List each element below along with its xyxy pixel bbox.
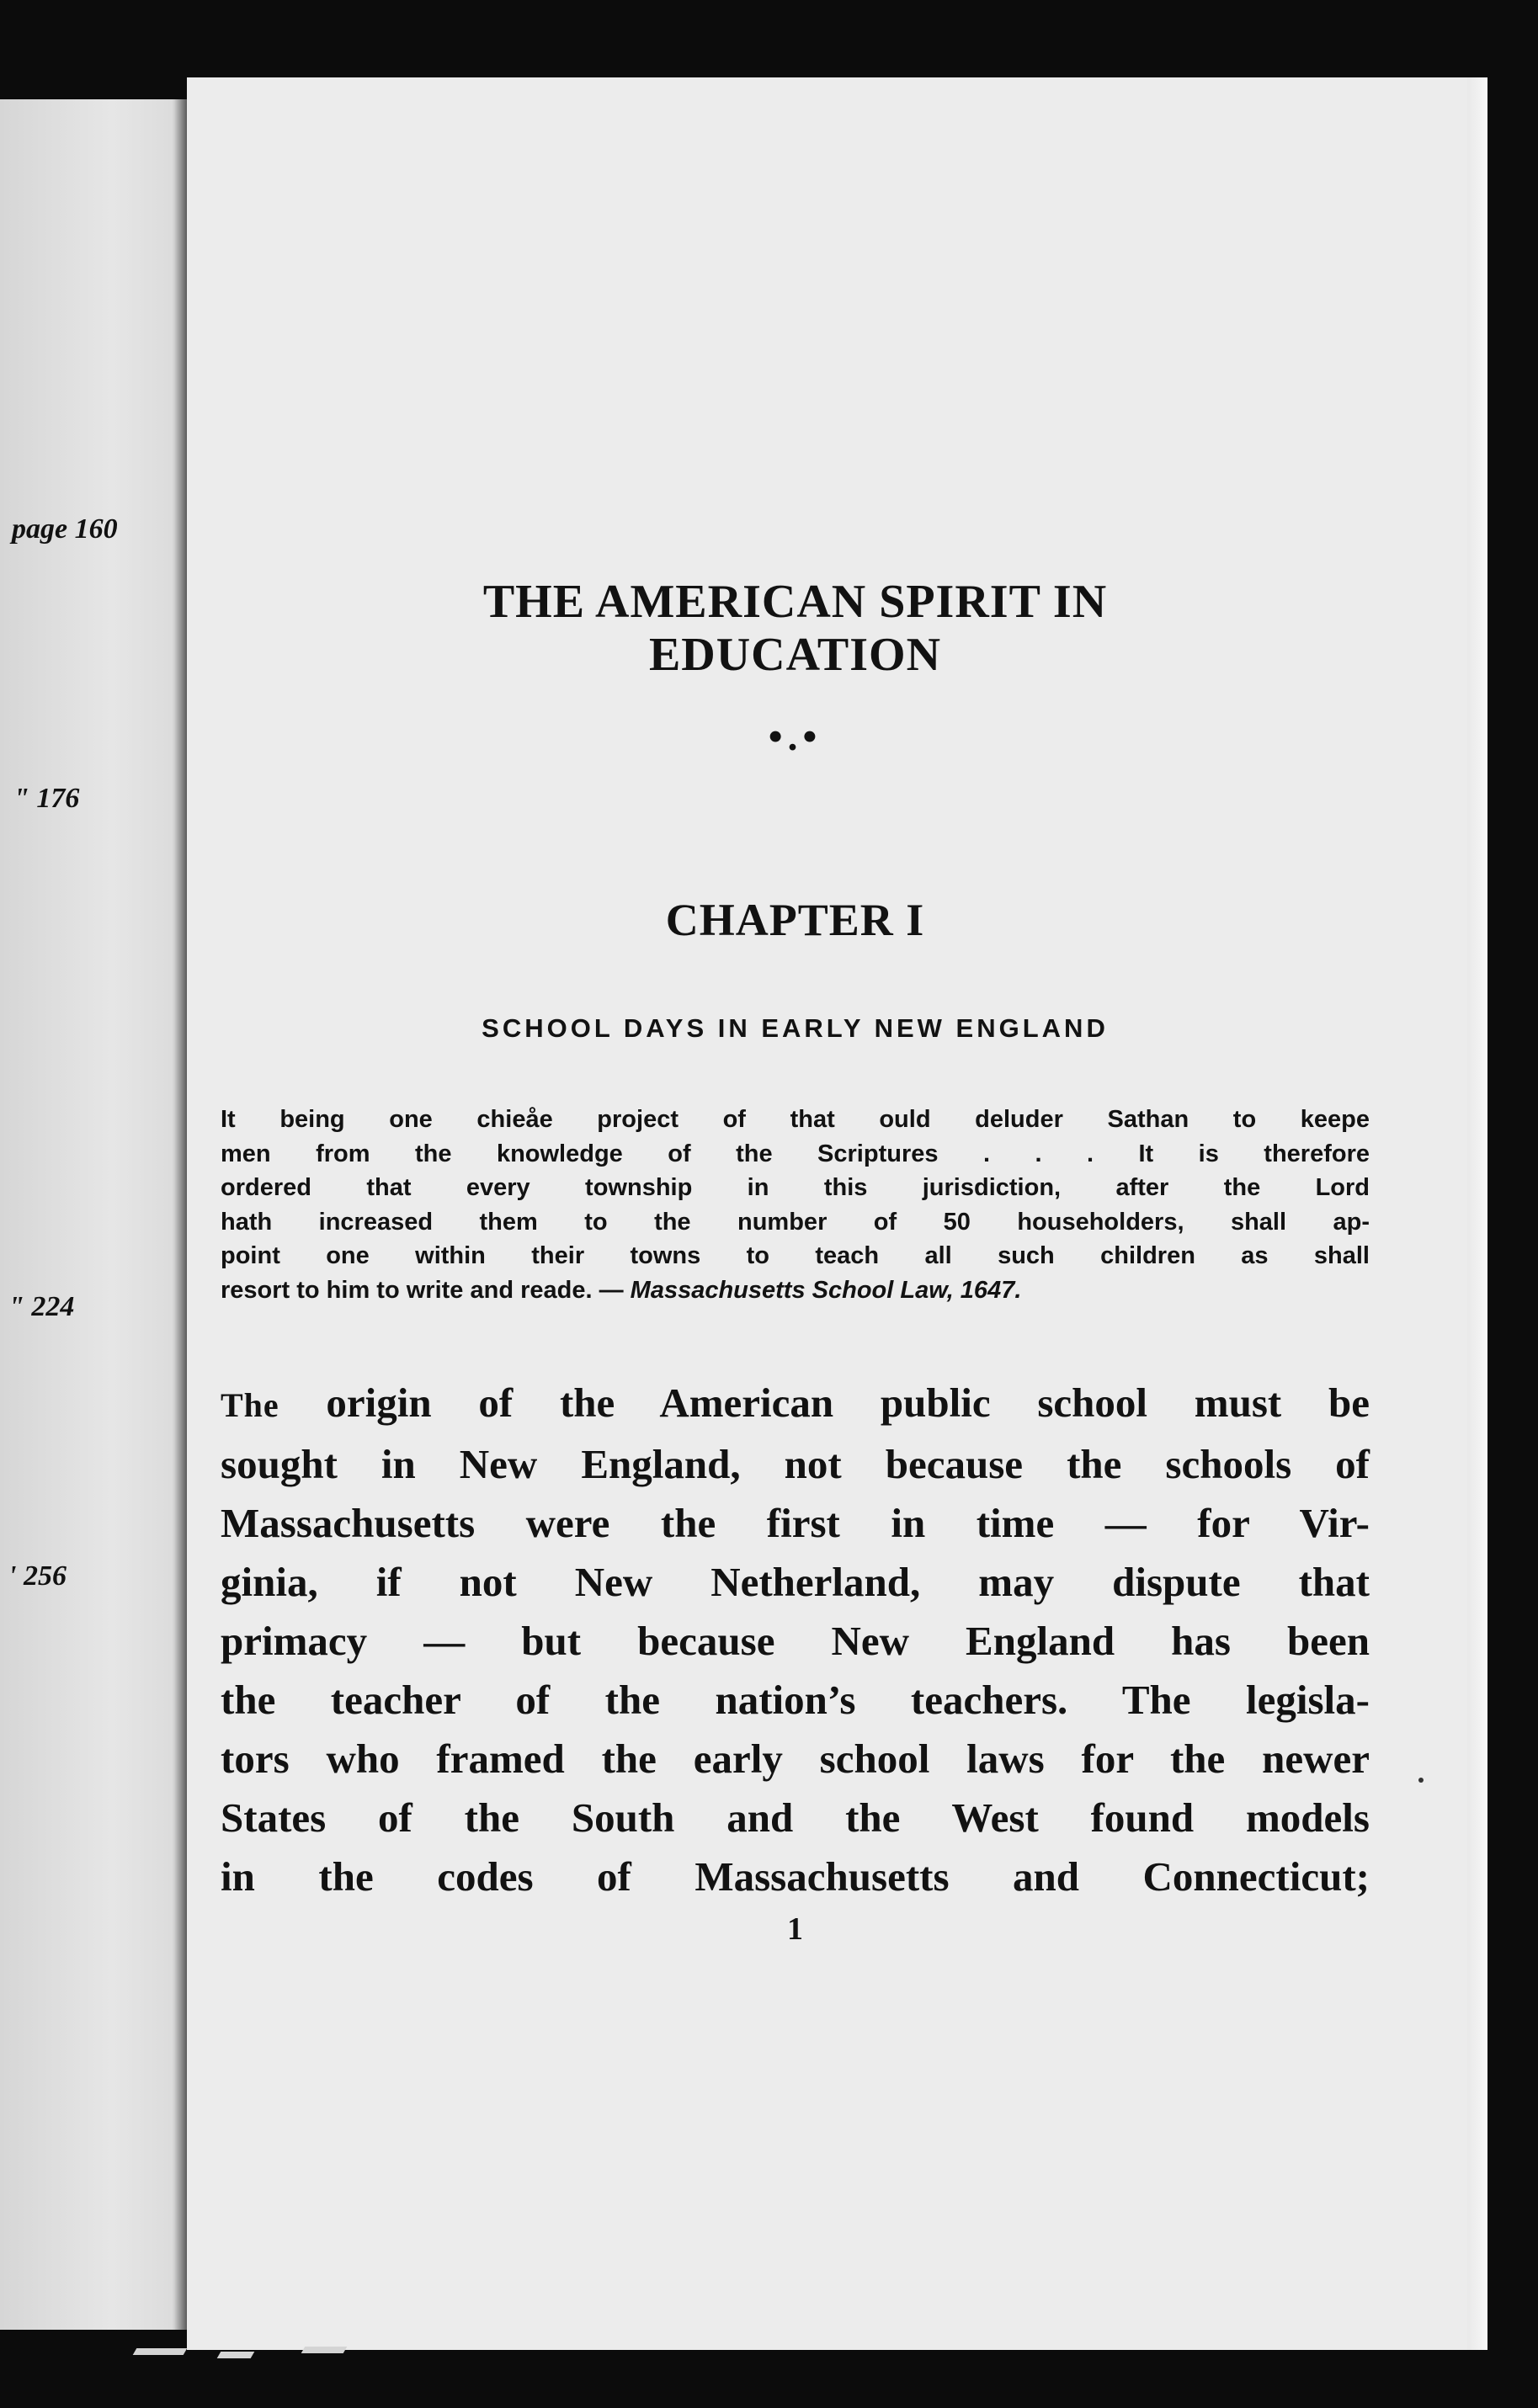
body-paragraph [221, 1374, 1370, 1906]
epigraph-line: It being one chieåe project of that ould deluder Sathan to keepe [221, 1106, 1370, 1133]
epigraph-line: men from the knowledge of the Scriptures . . . It is therefore [221, 1140, 1370, 1167]
book-title [221, 576, 1370, 681]
page-number: 1 [787, 1911, 803, 1947]
epigraph-line: ordered that every township in this jurisdiction, after the Lord [221, 1174, 1370, 1202]
chapter-heading: CHAPTER I [665, 895, 925, 945]
book-title-line-2: EDUCATION [648, 628, 942, 681]
epigraph-last-line [221, 1273, 1370, 1308]
epigraph [221, 1103, 1370, 1308]
left-page-margin [0, 99, 187, 2330]
chapter-subtitle: SCHOOL DAYS IN EARLY NEW ENGLAND [482, 1013, 1109, 1043]
body-line: primacy — but because New England has been [221, 1618, 1370, 1664]
ornament-dots: •.• [768, 715, 822, 759]
epigraph-line: hath increased them to the number of 50 householders, shall ap- [221, 1208, 1370, 1236]
margin-ref-224: " 224 [8, 1291, 75, 1322]
drop-word: The [221, 1386, 279, 1424]
epigraph-last-line-text: resort to him to write and reade. — [221, 1276, 631, 1304]
epigraph-citation: Massachusetts School Law, 1647. [630, 1276, 1022, 1304]
epigraph-line: point one within their towns to teach all such children as shall [221, 1242, 1370, 1270]
body-line: Massachusetts were the first in time — for Vir- [221, 1500, 1370, 1546]
body-line: the teacher of the nation’s teachers. The legisla- [221, 1677, 1370, 1723]
body-line: States of the South and the West found models [221, 1794, 1370, 1841]
book-page [187, 77, 1487, 2350]
body-line-1 [221, 1374, 1370, 1435]
margin-ref-256: ' 256 [8, 1560, 67, 1592]
book-title-line-1: THE AMERICAN SPIRIT IN [482, 576, 1108, 628]
body-line: tors who framed the early school laws for the newer [221, 1736, 1370, 1782]
margin-ref-176: " 176 [13, 783, 80, 814]
body-line: in the codes of Massachusetts and Connecticut; [221, 1853, 1370, 1900]
page-edge [1467, 77, 1487, 2350]
body-line-1-rest: origin of the American public school must be [279, 1379, 1370, 1426]
body-line: ginia, if not New Netherland, may dispute that [221, 1559, 1370, 1605]
scan-debris [126, 2340, 396, 2365]
body-line: sought in New England, not because the schools of [221, 1441, 1370, 1487]
gutter-shadow [175, 99, 187, 2330]
margin-ref-page-160: page 160 [12, 513, 118, 545]
scan-speck [1418, 1778, 1424, 1783]
